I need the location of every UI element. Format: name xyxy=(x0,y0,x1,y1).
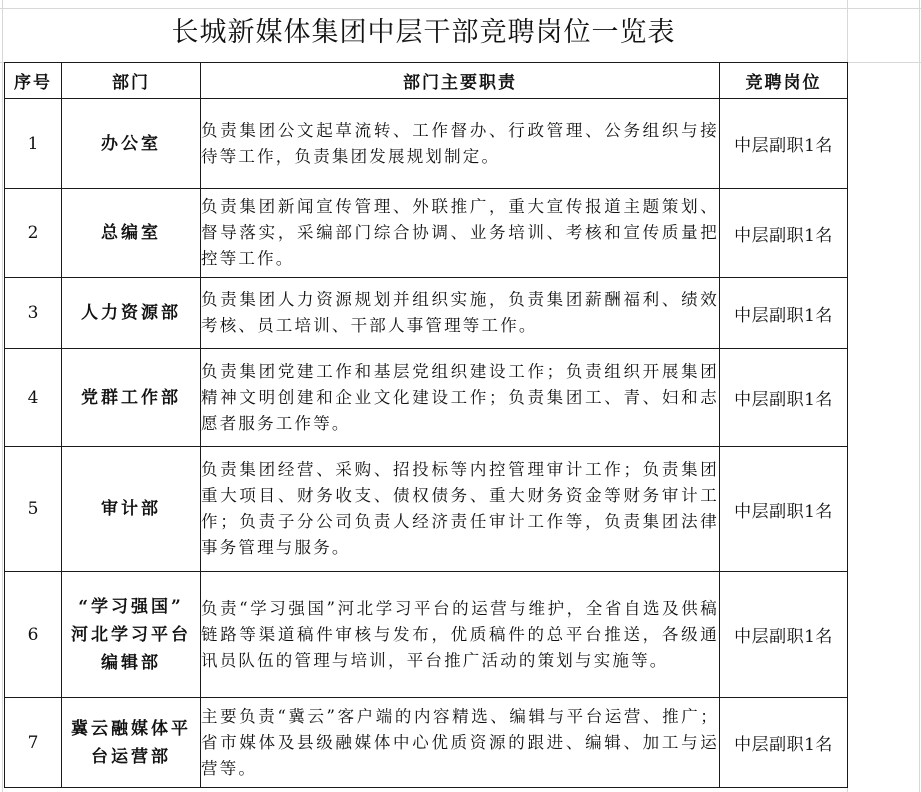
table-row xyxy=(5,99,848,189)
dept-line: 河北学习平台 xyxy=(71,624,191,645)
dept-line: 办公室 xyxy=(101,133,161,154)
row-post: 中层副职1名 xyxy=(720,189,848,278)
row-no: 7 xyxy=(5,698,62,788)
row-dept xyxy=(62,447,201,572)
row-dept xyxy=(62,189,201,278)
row-dept xyxy=(62,99,201,189)
row-duty: 主要负责“冀云”客户端的内容精选、编辑与平台运营、推广；省市媒体及县级融媒体中心优质资源的跟进、编辑、加工与运营等。 xyxy=(201,698,720,788)
row-duty: 负责集团公文起草流转、工作督办、行政管理、公务组织与接待等工作，负责集团发展规划制定。 xyxy=(201,99,720,189)
table-row xyxy=(5,278,848,349)
row-no: 2 xyxy=(5,189,62,278)
row-dept xyxy=(62,572,201,698)
row-no: 6 xyxy=(5,572,62,698)
dept-line: 人力资源部 xyxy=(81,303,181,323)
row-post: 中层副职1名 xyxy=(720,278,848,349)
row-no: 1 xyxy=(5,99,62,189)
table-row xyxy=(5,189,848,278)
row-duty: 负责集团人力资源规划并组织实施，负责集团薪酬福利、绩效考核、员工培训、干部人事管理等工作。 xyxy=(201,278,720,349)
row-post: 中层副职1名 xyxy=(720,698,848,788)
dept-line: 审计部 xyxy=(101,499,161,519)
row-no: 4 xyxy=(5,349,62,447)
dept-line: 总编室 xyxy=(101,223,161,243)
row-dept xyxy=(62,698,201,788)
dept-line: 台运营部 xyxy=(91,746,171,767)
row-post: 中层副职1名 xyxy=(720,349,848,447)
table-row xyxy=(5,349,848,447)
header-dept: 部门 xyxy=(62,63,201,99)
table-row xyxy=(5,698,848,788)
row-dept xyxy=(62,278,201,349)
header-duty: 部门主要职责 xyxy=(201,63,720,99)
header-post: 竞聘岗位 xyxy=(720,63,848,99)
row-post: 中层副职1名 xyxy=(720,447,848,572)
table-row xyxy=(5,447,848,572)
row-dept xyxy=(62,349,201,447)
page-title: 长城新媒体集团中层干部竞聘岗位一览表 xyxy=(171,17,676,48)
row-no: 3 xyxy=(5,278,62,349)
header-no: 序号 xyxy=(5,63,62,99)
dept-line: 冀云融媒体平 xyxy=(71,718,191,739)
job-table xyxy=(4,62,848,788)
row-duty: 负责集团经营、采购、招投标等内控管理审计工作；负责集团重大项目、财务收支、债权债务、重大财务资金等财务审计工作；负责子分公司负责人经济责任审计工作等，负责集团法律事务管理与服务。 xyxy=(201,447,720,572)
row-duty: 负责集团党建工作和基层党组织建设工作；负责组织开展集团精神文明创建和企业文化建设工作；负责集团工、青、妇和志愿者服务工作等。 xyxy=(201,349,720,447)
row-post: 中层副职1名 xyxy=(720,572,848,698)
dept-line: “学习强国” xyxy=(78,596,184,617)
header-row xyxy=(5,63,848,99)
row-duty: 负责集团新闻宣传管理、外联推广，重大宣传报道主题策划、督导落实，采编部门综合协调、业务培训、考核和宣传质量把控等工作。 xyxy=(201,189,720,278)
row-duty: 负责“学习强国”河北学习平台的运营与维护，全省自选及供稿链路等渠道稿件审核与发布，优质稿件的总平台推送，各级通讯员队伍的管理与培训，平台推广活动的策划与实施等。 xyxy=(201,572,720,698)
row-no: 5 xyxy=(5,447,62,572)
dept-line: 编辑部 xyxy=(101,652,161,673)
table-row xyxy=(5,572,848,698)
dept-line: 党群工作部 xyxy=(81,387,181,408)
row-post: 中层副职1名 xyxy=(720,99,848,189)
